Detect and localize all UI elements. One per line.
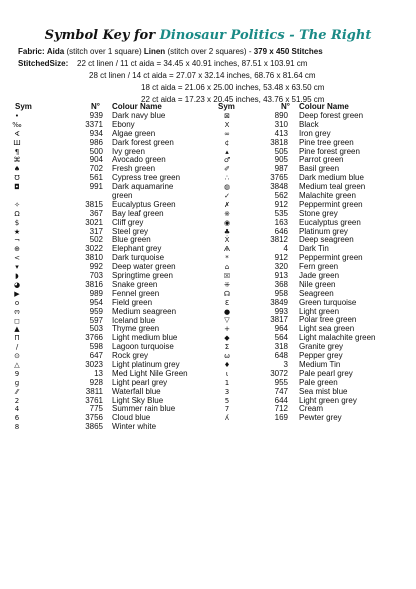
stitched-size-label: StitchedSize: xyxy=(18,59,69,68)
fabric-aida: Aida xyxy=(46,47,65,56)
symbol-glyph-icon: ∢ xyxy=(14,129,20,138)
colour-name: Springtime green xyxy=(112,271,173,281)
colour-name: Cypress tree green xyxy=(112,173,181,183)
fabric-linen: Linen xyxy=(143,47,166,56)
key-row xyxy=(0,379,210,388)
symbol-glyph-icon: ◗ xyxy=(15,272,19,281)
key-row xyxy=(0,272,210,281)
floss-number: 912 xyxy=(274,253,288,263)
key-row xyxy=(0,219,210,228)
symbol-glyph-icon: ⌂ xyxy=(224,263,230,272)
key-row xyxy=(0,112,210,121)
key-row xyxy=(0,405,210,414)
colour-name: Black xyxy=(299,119,319,129)
key-row xyxy=(0,397,210,406)
size-line-2: 28 ct linen / 14 ct aida = 27.07 x 32.14 inches, 68.76 x 81.64 cm xyxy=(89,71,316,80)
floss-number: 3811 xyxy=(85,386,103,396)
floss-number: 775 xyxy=(89,404,103,414)
left-column xyxy=(0,112,210,432)
floss-number: 989 xyxy=(89,288,103,298)
key-row xyxy=(0,308,210,317)
symbol-glyph-icon: Σ xyxy=(224,343,230,352)
colour-name: Deep water green xyxy=(112,262,176,272)
key-row xyxy=(0,236,210,245)
floss-number: 647 xyxy=(89,351,103,361)
symbol-glyph-icon: 6 xyxy=(14,414,20,423)
colour-name: Waterfall blue xyxy=(112,386,161,396)
symbol-glyph-icon: ო xyxy=(14,307,20,316)
symbol-glyph-icon: Ɛ xyxy=(224,298,230,307)
symbol-glyph-icon: + xyxy=(224,325,230,334)
symbol-glyph-icon: ⌘ xyxy=(13,156,21,165)
symbol-glyph-icon: ɩ xyxy=(225,369,229,378)
colour-name: Blue green xyxy=(112,235,151,245)
colour-name: Light sea green xyxy=(299,324,355,334)
floss-number: 367 xyxy=(89,208,103,218)
key-row xyxy=(0,245,210,254)
symbol-glyph-icon: ω xyxy=(224,352,230,361)
page-title xyxy=(0,28,416,43)
colour-name: Dark aquamarine green xyxy=(112,182,174,201)
symbol-glyph-icon: ✧ xyxy=(14,200,20,209)
fabric-linen-note: (stitch over 2 squares) xyxy=(167,47,247,56)
key-row xyxy=(0,263,210,272)
symbol-glyph-icon: ¶ xyxy=(14,147,20,156)
symbol-glyph-icon: ⁄⁄ xyxy=(15,387,19,396)
floss-number: 4 xyxy=(283,244,288,254)
floss-number: 3816 xyxy=(85,279,103,289)
key-row xyxy=(0,148,210,157)
colour-name: Thyme green xyxy=(112,324,160,334)
symbol-glyph-icon: ✗ xyxy=(224,200,230,209)
colour-name: Light malachite green xyxy=(299,333,376,343)
symbol-glyph-icon: * xyxy=(225,254,229,263)
symbol-glyph-icon: ★ xyxy=(13,227,21,236)
symbol-glyph-icon: ✓ xyxy=(224,192,230,201)
symbol-glyph-icon: ☒ xyxy=(223,272,231,281)
colour-name: Cliff grey xyxy=(112,217,144,227)
floss-number: 3765 xyxy=(270,173,288,183)
floss-number: 561 xyxy=(89,173,103,183)
colour-name: Nile green xyxy=(299,279,336,289)
floss-number: 3810 xyxy=(85,253,103,263)
colour-name: Eucalyptus green xyxy=(299,217,361,227)
colour-name: Winter white xyxy=(112,422,157,432)
colour-name: Jade green xyxy=(299,271,340,281)
symbol-glyph-icon: ♠ xyxy=(13,165,21,174)
colour-name: Cloud blue xyxy=(112,413,151,423)
symbol-glyph-icon: 4 xyxy=(14,405,20,414)
fabric-label: Fabric: xyxy=(18,47,45,56)
colour-name: Basil green xyxy=(299,164,340,174)
floss-number: 993 xyxy=(274,306,288,316)
key-row xyxy=(0,370,210,379)
right-column xyxy=(210,112,416,423)
floss-number: 3761 xyxy=(85,395,103,405)
colour-name: Pale green xyxy=(299,377,338,387)
floss-number: 502 xyxy=(89,235,103,245)
symbol-glyph-icon: Ʊ xyxy=(14,174,20,183)
symbol-glyph-icon: ∞ xyxy=(224,129,230,138)
floss-number: 3022 xyxy=(85,244,103,254)
floss-number: 3371 xyxy=(85,119,103,129)
symbol-glyph-icon: ¬ xyxy=(14,236,20,245)
colour-name: Seagreen xyxy=(299,288,334,298)
colour-name: Fresh green xyxy=(112,164,156,174)
colour-name: Algae green xyxy=(112,128,156,138)
colour-name: Pepper grey xyxy=(299,351,343,361)
colour-name: Pewter grey xyxy=(299,413,342,423)
symbol-glyph-icon: X xyxy=(224,120,230,129)
colour-name: Snake green xyxy=(112,279,158,289)
key-row xyxy=(0,156,210,165)
key-row xyxy=(0,210,210,219)
floss-number: 500 xyxy=(89,146,103,156)
key-row xyxy=(0,281,210,290)
symbol-glyph-icon: ◕ xyxy=(13,280,21,289)
floss-number: 986 xyxy=(89,137,103,147)
colour-name: Platinum grey xyxy=(299,226,348,236)
colour-name: Fennel green xyxy=(112,288,160,298)
symbol-glyph-icon: ⊠ xyxy=(224,112,230,120)
colour-name: Rock grey xyxy=(112,351,149,361)
symbol-glyph-icon: 2 xyxy=(14,396,20,405)
colour-name: Elephant grey xyxy=(112,244,162,254)
header-sym-right: Sym xyxy=(218,102,235,111)
floss-number: 905 xyxy=(274,155,288,165)
floss-number: 964 xyxy=(274,324,288,334)
colour-name: Light green grey xyxy=(299,395,357,405)
symbol-glyph-icon: ⊕ xyxy=(14,245,20,254)
colour-name: Peppermint green xyxy=(299,253,363,263)
colour-name: Iron grey xyxy=(299,128,331,138)
header-sym-left: Sym xyxy=(15,102,32,111)
colour-name: Medium seagreen xyxy=(112,306,177,316)
key-row xyxy=(0,201,210,210)
symbol-glyph-icon: ✐ xyxy=(224,165,230,174)
symbol-glyph-icon: ⊙ xyxy=(14,352,20,361)
symbol-glyph-icon: ʎ xyxy=(224,414,230,423)
colour-name: Avocado green xyxy=(112,155,166,165)
key-row xyxy=(0,343,210,352)
colour-name: Eucalyptus Green xyxy=(112,199,176,209)
colour-name: Dark medium blue xyxy=(299,173,364,183)
colour-name: Light Sky Blue xyxy=(112,395,164,405)
symbol-glyph-icon: 8 xyxy=(14,423,20,432)
floss-number: 904 xyxy=(89,155,103,165)
floss-number: 368 xyxy=(274,279,288,289)
symbol-glyph-icon: $ xyxy=(14,218,20,227)
floss-number: 3023 xyxy=(85,359,103,369)
symbol-glyph-icon: ◉ xyxy=(223,218,231,227)
floss-number: 954 xyxy=(89,297,103,307)
floss-number: 505 xyxy=(274,146,288,156)
colour-name: Iceland blue xyxy=(112,315,156,325)
floss-number: 928 xyxy=(89,377,103,387)
header-num-left: N° xyxy=(91,102,100,111)
colour-name: Green turquoise xyxy=(299,297,357,307)
floss-number: 564 xyxy=(274,333,288,343)
colour-name: Deep forest green xyxy=(299,111,364,120)
symbol-glyph-icon: Ẋ xyxy=(224,236,230,245)
symbol-glyph-icon: 9 xyxy=(14,369,20,378)
colour-name: Sea mist blue xyxy=(299,386,348,396)
floss-number: 163 xyxy=(274,217,288,227)
colour-name: Dark forest green xyxy=(112,137,174,147)
symbol-glyph-icon: ● xyxy=(223,307,231,316)
floss-number: 955 xyxy=(274,377,288,387)
symbol-glyph-icon: △ xyxy=(14,360,20,369)
colour-name: Summer rain blue xyxy=(112,404,176,414)
floss-number: 3818 xyxy=(270,137,288,147)
key-row xyxy=(0,388,210,397)
floss-number: 3849 xyxy=(270,297,288,307)
key-row xyxy=(0,299,210,308)
colour-name: Light green xyxy=(299,306,340,316)
floss-number: 991 xyxy=(89,182,103,192)
size-line-4: 22 ct aida = 17.23 x 20.45 inches, 43.76 x 51.95 cm xyxy=(141,95,325,104)
floss-number: 3848 xyxy=(270,182,288,192)
colour-name: Light platinum grey xyxy=(112,359,180,369)
symbol-glyph-icon: 7 xyxy=(224,405,230,414)
floss-number: 913 xyxy=(274,271,288,281)
colour-name: Malachite green xyxy=(299,191,356,201)
floss-number: 562 xyxy=(274,191,288,201)
floss-number: 318 xyxy=(274,342,288,352)
floss-number: 703 xyxy=(89,271,103,281)
colour-name: Field green xyxy=(112,297,153,307)
colour-name: Dark Tin xyxy=(299,244,329,254)
colour-name: Polar tree green xyxy=(299,315,357,325)
symbol-glyph-icon: ∴ xyxy=(224,174,230,183)
floss-number: 503 xyxy=(89,324,103,334)
symbol-glyph-icon: ♂ xyxy=(223,156,231,165)
colour-name: Deep seagreen xyxy=(299,235,354,245)
floss-number: 3756 xyxy=(85,413,103,423)
floss-number: 535 xyxy=(274,208,288,218)
floss-number: 13 xyxy=(94,368,103,378)
colour-name: Stone grey xyxy=(299,208,338,218)
header-name-left: Colour Name xyxy=(112,102,162,111)
symbol-glyph-icon: ◻ xyxy=(14,316,20,325)
title-prefix: Symbol Key for xyxy=(44,28,160,43)
floss-number: 320 xyxy=(274,262,288,272)
key-row xyxy=(0,139,210,148)
floss-number: 3812 xyxy=(270,235,288,245)
floss-number: 310 xyxy=(274,119,288,129)
symbol-glyph-icon: ♣ xyxy=(223,227,231,236)
floss-number: 747 xyxy=(274,386,288,396)
symbol-glyph-icon: 1 xyxy=(224,378,230,387)
floss-number: 890 xyxy=(274,111,288,120)
key-row xyxy=(0,290,210,299)
symbol-glyph-icon: ▴ xyxy=(225,147,229,156)
floss-number: 912 xyxy=(274,199,288,209)
floss-number: 644 xyxy=(274,395,288,405)
title-brand: Dinosaur Politics - The Right xyxy=(159,28,372,43)
key-row xyxy=(210,414,416,423)
floss-number: 3072 xyxy=(270,368,288,378)
colour-name: Peppermint green xyxy=(299,199,363,209)
key-row xyxy=(0,334,210,343)
key-row xyxy=(0,183,210,201)
floss-number: 598 xyxy=(89,342,103,352)
key-row xyxy=(0,228,210,237)
key-row xyxy=(0,414,210,423)
floss-number: 3865 xyxy=(85,422,103,432)
key-row xyxy=(0,325,210,334)
floss-number: 958 xyxy=(274,288,288,298)
floss-number: 413 xyxy=(274,128,288,138)
symbol-glyph-icon: ◘ xyxy=(14,183,20,192)
colour-name: Pine forest green xyxy=(299,146,360,156)
floss-number: 939 xyxy=(89,111,103,120)
symbol-glyph-icon: Ш xyxy=(13,138,21,147)
floss-number: 3817 xyxy=(270,315,288,325)
colour-name: Granite grey xyxy=(299,342,344,352)
key-row xyxy=(0,130,210,139)
floss-number: 992 xyxy=(89,262,103,272)
stitch-count: 379 x 450 Stitches xyxy=(253,47,323,56)
symbol-glyph-icon: < xyxy=(14,254,20,263)
header-name-right: Colour Name xyxy=(299,102,349,111)
key-row xyxy=(0,254,210,263)
colour-name: Med Light Nile Green xyxy=(112,368,188,378)
floss-number: 3021 xyxy=(85,217,103,227)
colour-name: Ebony xyxy=(112,119,135,129)
symbol-glyph-icon: • xyxy=(14,112,20,120)
colour-name: Medium Tin xyxy=(299,359,341,369)
floss-number: 959 xyxy=(89,306,103,316)
colour-name: Bay leaf green xyxy=(112,208,164,218)
symbol-glyph-icon: / xyxy=(15,343,19,352)
symbol-glyph-icon: ▶ xyxy=(14,289,20,298)
symbol-glyph-icon: ◍ xyxy=(223,183,231,192)
symbol-glyph-icon: ※ xyxy=(224,209,230,218)
floss-number: 3815 xyxy=(85,199,103,209)
symbol-glyph-icon: ▾ xyxy=(15,263,19,272)
size-line-3: 18 ct aida = 21.06 x 25.00 inches, 53.48 x 63.50 cm xyxy=(141,83,325,92)
symbol-glyph-icon: ▽ xyxy=(224,316,230,325)
floss-number: 987 xyxy=(274,164,288,174)
header-num-right: N° xyxy=(281,102,290,111)
symbol-glyph-icon: Ѧ xyxy=(223,245,231,254)
colour-name: Parrot green xyxy=(299,155,344,165)
key-row xyxy=(0,121,210,130)
stitched-size-line xyxy=(18,59,68,68)
colour-name: Ivy green xyxy=(112,146,145,156)
colour-name: Light medium blue xyxy=(112,333,178,343)
floss-number: 3 xyxy=(283,359,288,369)
symbol-glyph-icon: o xyxy=(14,298,20,307)
key-row xyxy=(0,174,210,183)
symbol-glyph-icon: ‰ xyxy=(12,120,22,129)
colour-name: Steel grey xyxy=(112,226,149,236)
floss-number: 317 xyxy=(89,226,103,236)
symbol-glyph-icon: ▲ xyxy=(14,325,20,334)
symbol-glyph-icon: ⁜ xyxy=(224,280,230,289)
fabric-aida-note: (stitch over 1 square) xyxy=(66,47,142,56)
floss-number: 169 xyxy=(274,413,288,423)
symbol-glyph-icon: ♦ xyxy=(223,360,231,369)
colour-name: Medium teal green xyxy=(299,182,366,192)
floss-number: 3766 xyxy=(85,333,103,343)
colour-name: Light pearl grey xyxy=(112,377,168,387)
size-line-1: 22 ct linen / 11 ct aida = 34.45 x 40.91 inches, 87.51 x 103.91 cm xyxy=(77,59,308,68)
colour-name: Dark navy blue xyxy=(112,111,166,120)
floss-number: 934 xyxy=(89,128,103,138)
colour-name: Dark turquoise xyxy=(112,253,165,263)
colour-name: Fern green xyxy=(299,262,339,272)
symbol-glyph-icon: ɡ xyxy=(14,378,20,387)
symbol-glyph-icon: ◆ xyxy=(224,334,230,343)
floss-number: 646 xyxy=(274,226,288,236)
symbol-glyph-icon: ☊ xyxy=(223,289,231,298)
colour-name: Lagoon turquoise xyxy=(112,342,174,352)
colour-name: Pale pearl grey xyxy=(299,368,353,378)
floss-number: 702 xyxy=(89,164,103,174)
fabric-line: Fabric: Aida (stitch over 1 square) Linen (stitch over 2 squares) - 379 x 450 Stitches xyxy=(18,47,323,56)
floss-number: 712 xyxy=(274,404,288,414)
colour-name: Pine tree green xyxy=(299,137,354,147)
symbol-glyph-icon: Π xyxy=(14,334,20,343)
key-row xyxy=(0,317,210,326)
symbol-glyph-icon: ¢ xyxy=(224,138,230,147)
symbol-glyph-icon: Ω xyxy=(14,209,20,218)
key-row xyxy=(0,423,210,432)
floss-number: 648 xyxy=(274,351,288,361)
symbol-glyph-icon: 5 xyxy=(224,396,230,405)
colour-name: Cream xyxy=(299,404,324,414)
symbol-glyph-icon: 3 xyxy=(224,387,230,396)
floss-number: 597 xyxy=(89,315,103,325)
